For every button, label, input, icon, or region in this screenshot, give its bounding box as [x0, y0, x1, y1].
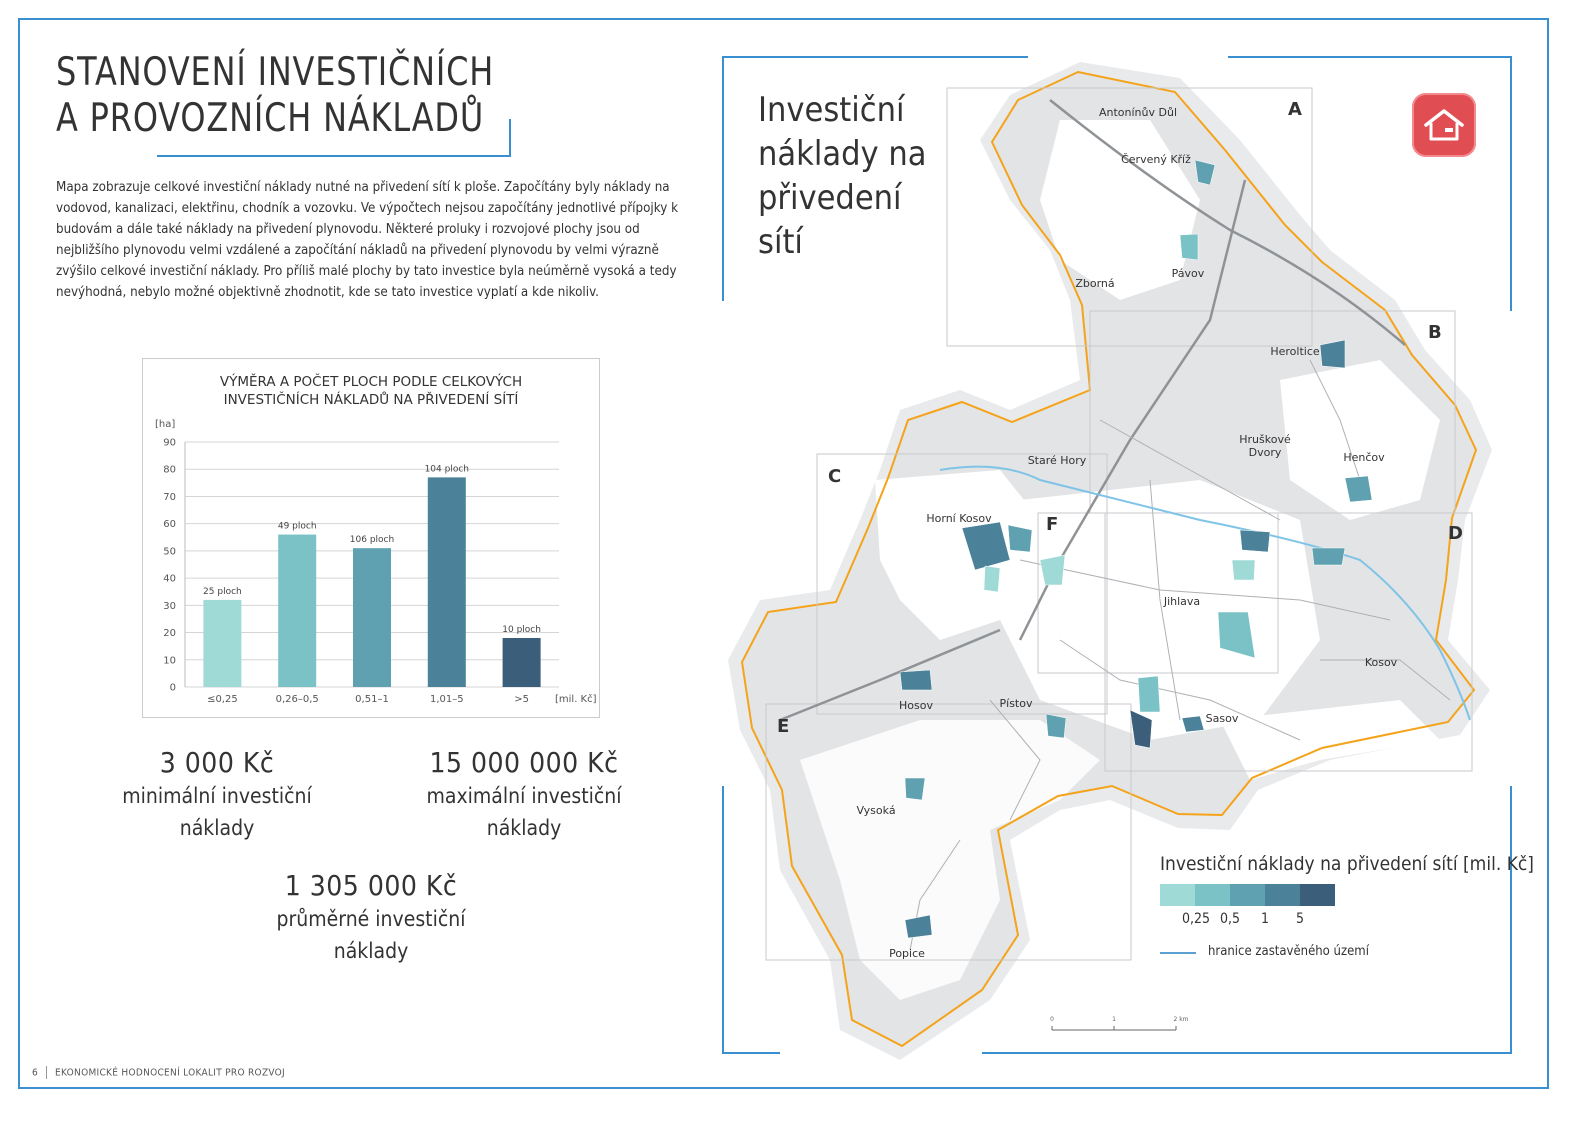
place-label: Vysoká: [856, 804, 896, 817]
plot: [1345, 476, 1372, 502]
page-title-line2: A PROVOZNÍCH NÁKLADŮ: [56, 96, 485, 141]
stat-average-value: 1 305 000 Kč: [284, 869, 458, 902]
chart-x-tick-label: 0,51–1: [355, 694, 389, 705]
chart-y-tick-label: 20: [163, 628, 176, 640]
map-section-c: C: [828, 466, 842, 487]
plot: [1320, 340, 1345, 368]
stat-average-label2: náklady: [333, 939, 409, 963]
chart-title-line2: INVESTIČNÍCH NÁKLADŮ NA PŘIVEDENÍ SÍTÍ: [223, 392, 519, 408]
stat-minimum-label2: náklady: [179, 816, 255, 840]
map-section-e: E: [777, 716, 790, 737]
legend-color-scale: [1160, 884, 1335, 906]
chart-bar-label: 106 ploch: [349, 535, 395, 546]
map-section-d: D: [1448, 523, 1463, 544]
legend-boundary-line: [1160, 952, 1196, 954]
legend-tick: 5: [1296, 911, 1305, 927]
plot: [984, 566, 1000, 592]
place-label: Horní Kosov: [926, 512, 992, 525]
page-number: 6: [32, 1067, 39, 1079]
chart-title-line1: VÝMĚRA A POČET PLOCH PODLE CELKOVÝCH: [219, 374, 523, 390]
stat-maximum-value: 15 000 000 Kč: [429, 746, 619, 779]
legend-tick: 0,5: [1220, 911, 1241, 927]
intro-paragraph: Mapa zobrazuje celkové investiční náklady nutné na přivedení sítí k ploše. Započítány byly náklady na vodovod, kanalizaci, elektřinu, chodník a vozovku. Ve výpočtech nejsou započítány jednotlivé přípojky k budovám a dále také náklady na přivedení plynovodu. Některé proluky i rozvojové plochy jsou od nejbližšího plynovodu velmi vzdálené a započítání nákladů na přivedení plynovodu by velmi výrazně zvýšilo celkové investiční náklady. Pro příliš malé plochy by tato investice byla neúměrně vysoká a tedy nevýhodná, nebylo možné objektivně zhodnotit, kde se tato investice vyplatí a kde nikoliv.: [56, 180, 679, 300]
place-label: Hosov: [899, 699, 933, 712]
chart-y-tick-label: 40: [163, 573, 176, 585]
plot: [1182, 716, 1204, 732]
house-icon: [1412, 93, 1476, 157]
place-label: Jihlava: [1163, 595, 1201, 608]
legend-swatch-5: [1300, 884, 1335, 906]
chart-x-tick-label: 0,26–0,5: [275, 694, 319, 705]
legend-tick: 1: [1261, 911, 1270, 927]
plot: [905, 778, 925, 800]
legend-swatch-2: [1195, 884, 1230, 906]
plot: [1046, 714, 1066, 738]
chart-y-tick-label: 0: [169, 682, 176, 694]
plot: [1180, 234, 1198, 260]
legend-swatch-3: [1230, 884, 1265, 906]
place-label: Kosov: [1364, 656, 1398, 669]
legend-tick: 0,25: [1182, 911, 1211, 927]
plot: [1232, 560, 1255, 580]
place-label: Henčov: [1343, 451, 1385, 464]
scale-label-0: 0: [1050, 1016, 1054, 1023]
chart-y-tick-label: 80: [163, 464, 176, 476]
scale-label-1: 1: [1112, 1016, 1116, 1023]
chart-x-axis-label: [mil. Kč]: [555, 694, 597, 705]
place-label: Sasov: [1205, 712, 1239, 725]
chart-y-axis-label: [ha]: [155, 419, 176, 430]
chart-y-tick-label: 50: [163, 546, 176, 558]
place-label: Pávov: [1171, 267, 1205, 280]
chart-bar-label: 104 ploch: [424, 464, 470, 475]
place-label: Staré Hory: [1027, 454, 1087, 467]
chart-bar-label: 10 ploch: [502, 625, 541, 635]
map-title-line: Investiční: [758, 90, 905, 130]
place-label: Zborná: [1075, 277, 1115, 290]
plot: [1312, 548, 1345, 565]
place-label: Pístov: [999, 697, 1033, 710]
plot: [1240, 530, 1270, 552]
stat-minimum-label1: minimální investiční: [122, 784, 312, 808]
chart-x-tick-label: >5: [514, 694, 529, 705]
chart-y-tick-label: 30: [163, 600, 176, 612]
legend-swatch-4: [1265, 884, 1300, 906]
map-title-line: náklady na: [758, 134, 927, 174]
chart-y-tick-label: 90: [163, 437, 176, 449]
place-label: Červený Kříž: [1121, 153, 1191, 166]
scale-label-2: 2 km: [1173, 1016, 1189, 1023]
legend-title: Investiční náklady na přivedení sítí [mil. Kč]: [1160, 853, 1534, 875]
map-title: [758, 88, 926, 264]
place-label: Heroltice: [1270, 345, 1320, 358]
place-label: Antonínův Důl: [1098, 106, 1178, 119]
chart-bar-label: 49 ploch: [277, 521, 317, 532]
legend-boundary-label: hranice zastavěného území: [1208, 944, 1369, 959]
map-title-line: sítí: [758, 222, 803, 262]
page-title-line1: STANOVENÍ INVESTIČNÍCH: [56, 50, 495, 95]
place-label: Hruškové: [1239, 433, 1291, 446]
plot: [1138, 676, 1160, 712]
map-scale-bar: [1050, 1016, 1189, 1030]
chart-x-tick-label: 1,01–5: [429, 694, 464, 705]
plot: [1008, 525, 1032, 552]
map-section-b: B: [1428, 322, 1442, 343]
place-label: Dvory: [1248, 446, 1282, 459]
stat-minimum-value: 3 000 Kč: [159, 746, 275, 779]
stat-maximum-label2: náklady: [486, 816, 562, 840]
chart-y-tick-label: 10: [163, 655, 176, 667]
legend-swatch-1: [1160, 884, 1195, 906]
plot: [900, 670, 932, 690]
map-title-line: přivedení: [758, 178, 902, 218]
chart-y-tick-label: 60: [163, 519, 176, 531]
stat-average-label1: průměrné investiční: [276, 907, 466, 931]
map-section-f: F: [1046, 514, 1059, 535]
chart-bar-label: 25 ploch: [203, 586, 242, 597]
stat-maximum-label1: maximální investiční: [426, 784, 622, 808]
footer-title: EKONOMICKÉ HODNOCENÍ LOKALIT PRO ROZVOJ: [55, 1067, 286, 1079]
map-section-a: A: [1288, 99, 1302, 120]
chart-x-tick-label: ≤0,25: [207, 694, 238, 705]
chart-y-tick-label: 70: [163, 491, 176, 503]
place-label: Popice: [889, 947, 925, 960]
